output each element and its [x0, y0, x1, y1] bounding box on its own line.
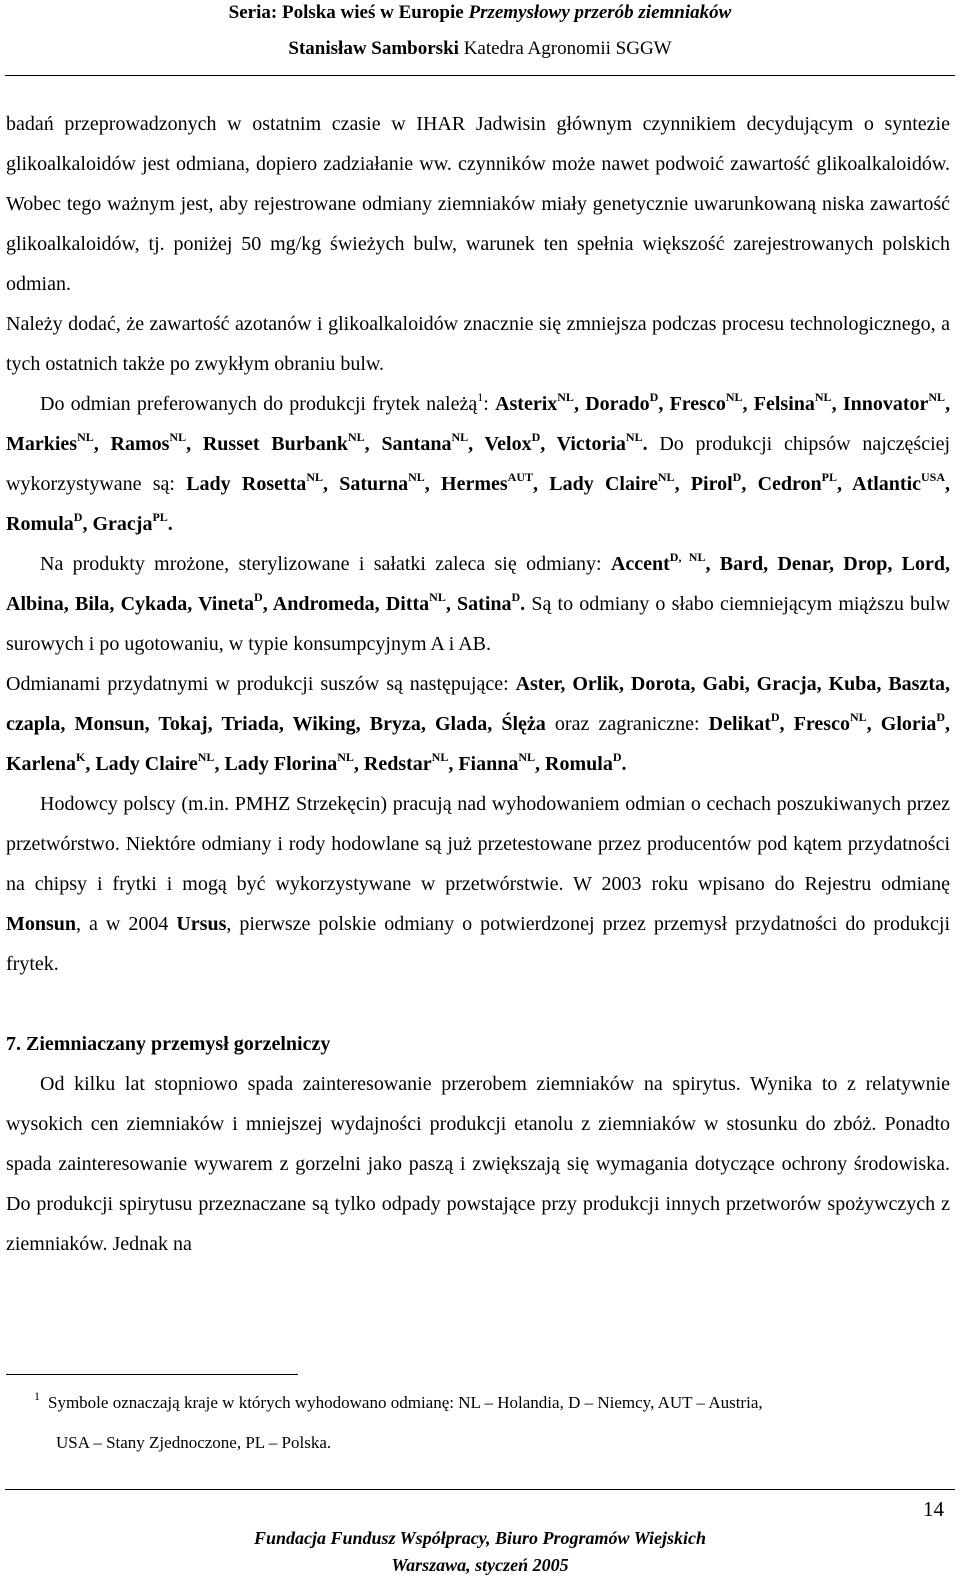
variety-separator: , — [779, 713, 794, 735]
variety-name: Redstar — [363, 753, 432, 775]
variety-name: Russet Burbank — [202, 433, 348, 455]
variety-separator: , — [945, 473, 951, 495]
variety-name: Santana — [381, 433, 452, 455]
variety-separator: , — [742, 393, 754, 415]
variety-origin-code: D, NL — [669, 550, 706, 564]
variety-name: Atlantic — [852, 473, 922, 495]
variety-origin-code: NL — [557, 390, 574, 404]
variety-name: Lady Florina — [224, 753, 338, 775]
author-name: Stanisław Samborski — [288, 38, 459, 59]
variety-name: Fresco — [669, 393, 726, 415]
variety-separator: , — [945, 393, 951, 415]
footer-publisher: Fundacja Fundusz Współpracy, Biuro Programów Wiejskich — [253, 1528, 707, 1548]
variety-origin-code: NL — [408, 470, 425, 484]
variety-separator: , — [705, 553, 720, 575]
variety-separator: , — [214, 753, 225, 775]
variety-origin-code: D — [612, 750, 622, 764]
variety-name: Saturna — [339, 473, 409, 495]
variety-separator: . — [642, 433, 660, 455]
variety-name: Dorado — [585, 393, 650, 415]
variety-name: Andromeda — [272, 593, 375, 615]
variety-separator: , — [262, 593, 273, 615]
series-line — [0, 2, 960, 24]
variety-name: Fianna — [458, 753, 519, 775]
variety-separator: . — [621, 753, 627, 775]
footer-divider — [5, 1489, 955, 1490]
variety-name: Romula — [545, 753, 613, 775]
variety-separator: , — [468, 433, 485, 455]
variety-origin-code: NL — [725, 390, 743, 404]
variety-separator: , — [741, 473, 758, 495]
variety-origin-code: PL — [152, 510, 168, 524]
paragraph-polish-breeders: Hodowcy polscy (m.in. PMHZ Strzekęcin) pracują nad wyhodowaniem odmian o cechach poszukiwanych przez przetwórstwo. Niektóre odmiany i rody hodowlane są już przetestowane przez producentów pod kątem przydatności na chipsy i frytki i mogą być wykorzystywane w przetwórstwie. W 2003 roku wpisano do Rejestru odmianę Monsun, a w 2004 Ursus, pierwsze polskie odmiany o potwierdzonej przez przemysł przydatności do produkcji frytek. — [6, 793, 950, 975]
variety-origin-code: NL — [169, 430, 187, 444]
dried-variety-list: Aster, Orlik, Dorota, Gabi, Gracja, Kuba, Baszta, czapla, Monsun, Tokaj, Triada, Wiking, Bryza, Glada, Ślęża — [6, 673, 950, 735]
variety-separator: , — [364, 433, 382, 455]
variety-name: Pirol — [690, 473, 733, 495]
variety-separator: , — [353, 753, 364, 775]
variety-origin-code: K — [76, 750, 86, 764]
variety-separator: . — [167, 513, 173, 535]
variety-origin-code: D — [254, 590, 263, 604]
variety-separator: , — [837, 473, 853, 495]
variety-origin-code: NL — [77, 430, 94, 444]
variety-origin-code: NL — [337, 750, 354, 764]
footnote-line-2: USA – Stany Zjednoczone, PL – Polska. — [56, 1433, 332, 1452]
variety-origin-code: PL — [821, 470, 837, 484]
series-label: Seria: Polska wieś w Europie — [228, 2, 464, 23]
variety-origin-code: NL — [814, 390, 832, 404]
variety-name: Felsina — [753, 393, 815, 415]
variety-separator: , — [831, 393, 843, 415]
footer-place-date: Warszawa, styczeń 2005 — [391, 1555, 569, 1575]
variety-name: Lady Claire — [95, 753, 198, 775]
author-line — [0, 38, 960, 60]
footnote-line-1: Symbole oznaczają kraje w których wyhodowano odmianę: NL – Holandia, D – Niemcy, AUT – Austria, — [48, 1393, 763, 1412]
variety-separator: , — [658, 393, 670, 415]
variety-separator: , — [322, 473, 340, 495]
variety-origin-code: NL — [306, 470, 323, 484]
variety-separator: , — [535, 753, 546, 775]
footnote — [6, 1383, 950, 1463]
variety-name: Ramos — [110, 433, 170, 455]
variety-separator: , — [186, 433, 203, 455]
variety-origin-code: D — [73, 510, 83, 524]
variety-origin-code: D — [531, 430, 541, 444]
variety-origin-code: NL — [657, 470, 675, 484]
variety-origin-code: USA — [921, 470, 946, 484]
variety-origin-code: D — [732, 470, 742, 484]
variety-origin-code: NL — [451, 430, 469, 444]
variety-separator: , — [85, 753, 96, 775]
variety-origin-code: NL — [928, 390, 946, 404]
paragraph-glycoalkaloids: badań przeprowadzonych w ostatnim czasie w IHAR Jadwisin głównym czynnikiem decydującym o syntezie glikoalkaloidów jest odmiana, dopiero zadziałanie ww. czynników może nawet podwoić zawartość glikoalkaloidów. Wobec tego ważnym jest, aby rejestrowane odmiany ziemniaków miały genetycznie uwarunkowaną niska zawartość glikoalkaloidów, tj. poniżej 50 mg/kg świeżych bulw, warunek ten spełnia większość zarejestrowanych polskich odmian. — [6, 113, 950, 295]
variety-name: Fresco — [793, 713, 850, 735]
paragraph-distillery: Od kilku lat stopniowo spada zainteresowanie przerobem ziemniaków na spirytus. Wynika to z relatywnie wysokich cen ziemniaków i mniejszej wydajności produkcji etanolu z ziemniaków w stosunku do zbóż. Ponadto spada zainteresowanie wywarem z gorzelni jako paszą i zwiększają się wymagania dotyczące ochrony środowiska. Do produkcji spirytusu przeznaczane są tylko odpady powstające przy produkcji innych przetworów spożywczych z ziemniaków. Jednak na — [6, 1073, 950, 1255]
variety-separator: , — [93, 433, 111, 455]
variety-separator: , — [573, 393, 586, 415]
variety-name: Cedron — [757, 473, 822, 495]
variety-separator: , — [540, 433, 557, 455]
series-title: Przemysłowy przerób ziemniaków — [468, 2, 732, 23]
variety-name: Gracja — [92, 513, 153, 535]
variety-origin-code: D — [770, 710, 780, 724]
variety-origin-code: D — [511, 590, 521, 604]
variety-name: Ditta — [385, 593, 430, 615]
variety-separator: , — [374, 593, 386, 615]
variety-name: Markies — [6, 433, 78, 455]
variety-name: Delikat — [708, 713, 771, 735]
variety-origin-code: NL — [197, 750, 215, 764]
variety-name: Asterix — [495, 393, 558, 415]
footnote-reference: 1 — [477, 390, 484, 404]
variety-origin-code: NL — [348, 430, 365, 444]
section-heading: 7. Ziemniaczany przemysł gorzelniczy — [6, 1033, 331, 1055]
document-body — [6, 104, 950, 1264]
variety-separator: . — [520, 593, 526, 615]
variety-name: Velox — [484, 433, 532, 455]
variety-origin-code: NL — [429, 590, 446, 604]
paragraph-dried-varieties: Odmianami przydatnymi w produkcji suszów są następujące: Aster, Orlik, Dorota, Gabi, Gracja, Kuba, Baszta, czapla, Monsun, Tokaj, Triada, Wiking, Bryza, Glada, Ślęża oraz zagraniczne: Delikat$^D$, Fresco$^{NL}$, Gloria$^D$, Karlena$^K$, Lady Claire$^{NL}$, Lady Florina$^{NL}$, Redstar$^{NL}$, Fianna$^{NL}$, Romula$^D$. — [6, 673, 950, 775]
variety-separator: , — [533, 473, 550, 495]
variety-separator: , — [82, 513, 93, 535]
variety-ursus: Ursus — [176, 913, 227, 935]
paragraph-frozen-varieties: Na produkty mrożone, sterylizowane i sałatki zaleca się odmiany: Accent$^{D, NL}$, Bard, Denar, Drop, Lord, Albina, Bila, Cykada, Vineta$^D$, Andromeda, Ditta$^{NL}$, Satina$^D$. Są to odmiany o słabo ciemniejącym miąższu bulw surowych i po ugotowaniu, w typie konsumpcyjnym A i AB. — [6, 550, 951, 655]
variety-name: Gloria — [880, 713, 937, 735]
variety-origin-code: NL — [518, 750, 536, 764]
variety-origin-code: NL — [625, 430, 643, 444]
variety-separator: , — [674, 473, 691, 495]
author-affiliation: Katedra Agronomii SGGW — [463, 38, 672, 59]
variety-separator: , — [866, 713, 881, 735]
variety-name: Hermes — [441, 473, 508, 495]
header-divider — [5, 75, 955, 76]
variety-origin-code: D — [649, 390, 659, 404]
variety-name: Bard, Denar, Drop, Lord, Albina, Bila, Cykada, Vineta — [6, 553, 951, 615]
variety-name: Innovator — [842, 393, 929, 415]
variety-name: Karlena — [6, 753, 76, 775]
variety-origin-code: NL — [431, 750, 449, 764]
variety-monsun: Monsun — [6, 913, 77, 935]
variety-name: Satina — [457, 593, 512, 615]
variety-separator: , — [448, 753, 459, 775]
variety-name: Lady Rosetta — [186, 473, 307, 495]
footnote-divider — [6, 1374, 298, 1375]
paragraph-fries-chips-varieties: Do odmian preferowanych do produkcji frytek należą$^1$: Asterix$^{NL}$, Dorado$^D$, Fresco$^{NL}$, Felsina$^{NL}$, Innovator$^{NL}$, Markies$^{NL}$, Ramos$^{NL}$, Russet Burbank$^{NL}$, Santana$^{NL}$, Velox$^D$, Victoria$^{NL}$. Do produkcji chipsów najczęściej wykorzystywane są: Lady Rosetta$^{NL}$, Saturna$^{NL}$, Hermes$^{AUT}$, Lady Claire$^{NL}$, Pirol$^D$, Cedron$^{PL}$, Atlantic$^{USA}$, Romula$^D$, Gracja$^{PL}$. — [6, 390, 951, 535]
variety-origin-code: AUT — [507, 470, 534, 484]
variety-name: Victoria — [556, 433, 626, 455]
variety-separator: , — [945, 713, 950, 735]
variety-origin-code: NL — [849, 710, 867, 724]
variety-name: Lady Claire — [549, 473, 658, 495]
variety-origin-code: D — [936, 710, 945, 724]
variety-name: Romula — [6, 513, 74, 535]
footnote-mark: 1 — [34, 1389, 40, 1403]
variety-separator: , — [424, 473, 442, 495]
variety-separator: , — [445, 593, 458, 615]
variety-name: Accent — [610, 553, 670, 575]
paragraph-nitrates: Należy dodać, że zawartość azotanów i glikoalkaloidów znacznie się zmniejsza podczas procesu technologicznego, a tych ostatnich także po zwykłym obraniu bulw. — [6, 313, 950, 375]
page-number: 14 — [923, 1497, 944, 1521]
